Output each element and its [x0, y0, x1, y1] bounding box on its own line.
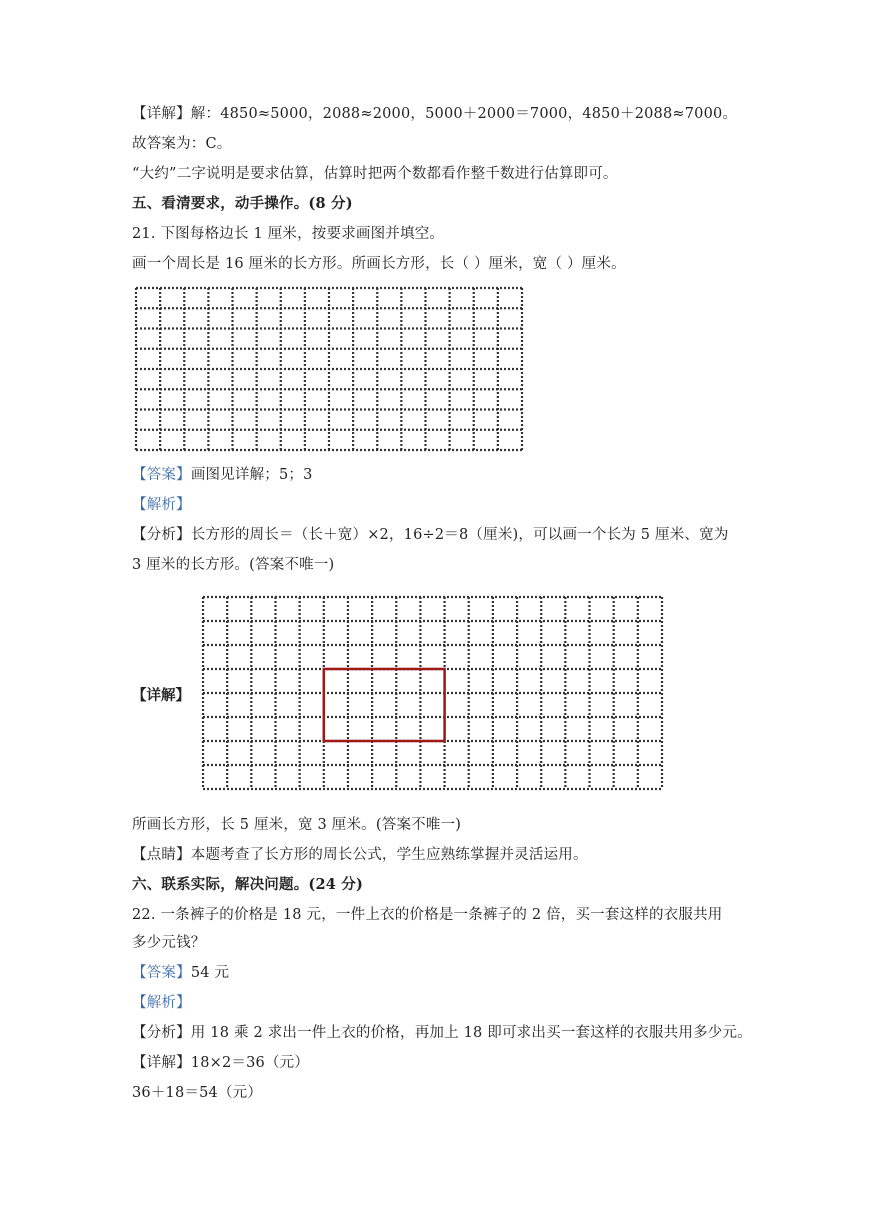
result-line: 所画长方形，长 5 厘米，宽 3 厘米。(答案不唯一): [132, 817, 462, 833]
answer-line: 故答案为：C。: [132, 136, 232, 152]
answer-21: [132, 465, 313, 485]
question-22-line-1: 22. 一条裤子的价格是 18 元，一件上衣的价格是一条裤子的 2 倍，买一套这样的衣服共用: [132, 907, 723, 923]
analysis-line-2: 3 厘米的长方形。(答案不唯一): [132, 557, 335, 573]
explanation-line: 【详解】解：4850≈5000，2088≈2000，5000＋2000＝7000，4850＋2088≈7000。: [132, 106, 738, 122]
answer-22: [132, 963, 229, 983]
detail-label: 【详解】: [132, 687, 190, 704]
answer-text: 画图见详解；5；3: [190, 467, 313, 483]
detail-line: 【详解】18×2＝36（元）: [132, 1055, 310, 1071]
section-heading-6: 六、联系实际，解决问题。(24 分): [132, 876, 364, 893]
drawn-rectangle: [324, 669, 445, 741]
analysis-line-1: 【分析】长方形的周长＝（长＋宽）×2，16÷2＝8（厘米)，可以画一个长为 5 厘米、宽为: [132, 527, 729, 543]
calc-line: 36＋18＝54（元）: [132, 1085, 263, 1101]
note-line: “大约”二字说明是要求估算，估算时把两个数都看作整千数进行估算即可。: [132, 166, 618, 182]
question-22-line-2: 多少元钱？: [132, 935, 206, 951]
question-21: 21. 下图每格边长 1 厘米，按要求画图并填空。: [132, 226, 445, 242]
analysis-tag: 【解析】: [132, 995, 191, 1011]
analysis-tag: 【解析】: [132, 497, 191, 513]
question-21-prompt: 画一个周长是 16 厘米的长方形。所画长方形，长（ ）厘米，宽（ ）厘米。: [132, 256, 626, 272]
answer-tag: 【答案】: [132, 965, 191, 981]
answer-text: 54 元: [190, 965, 230, 981]
grid-with-rectangle: [201, 595, 664, 791]
section-heading-5: 五、看清要求，动手操作。(8 分): [132, 195, 353, 212]
grid-blank: [134, 286, 524, 452]
answer-tag: 【答案】: [132, 467, 191, 483]
analysis-line: 【分析】用 18 乘 2 求出一件上衣的价格，再加上 18 即可求出买一套这样的衣服共用多少元。: [132, 1025, 752, 1041]
comment-line: 【点睛】本题考查了长方形的周长公式，学生应熟练掌握并灵活运用。: [132, 847, 588, 863]
